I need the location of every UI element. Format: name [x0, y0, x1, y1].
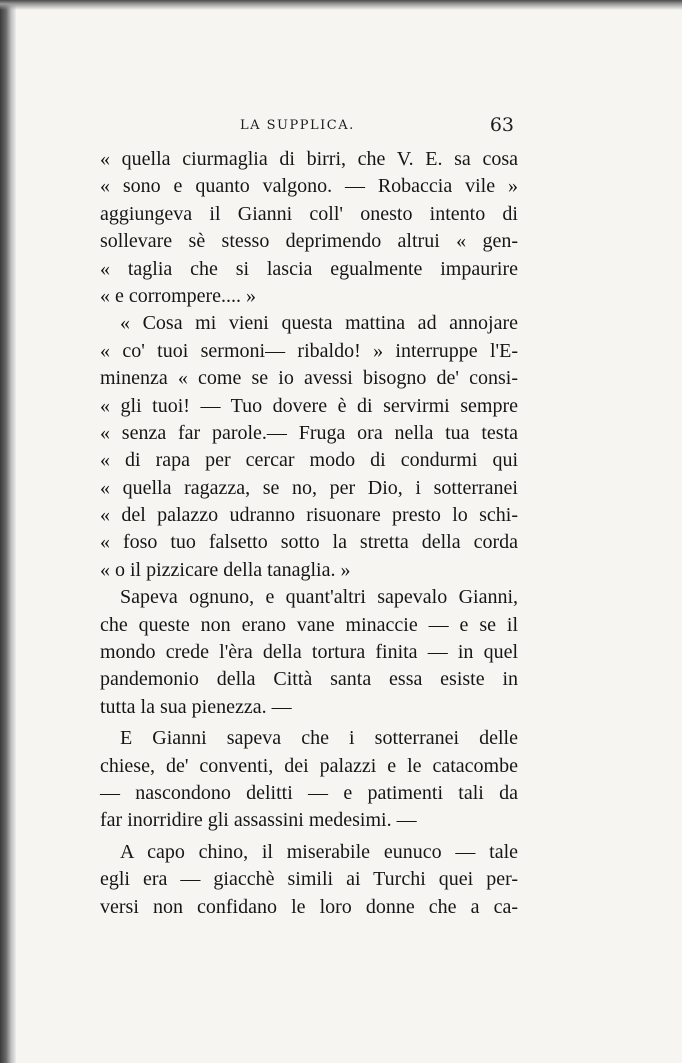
text-line: « o il pizzicare della tanaglia. »: [100, 558, 351, 581]
text-line: mondo crede l'èra della tortura finita — in quel: [100, 641, 518, 664]
text-line: far inorridire gli assassini medesimi. —: [100, 809, 417, 832]
text-line: A capo chino, il miserabile eunuco — tale: [120, 840, 518, 863]
text-line: « quella ragazza, se no, per Dio, i sotterranei: [100, 476, 518, 499]
binding-edge: [0, 0, 16, 1063]
text-line: sollevare sè stesso deprimendo altrui « gen-: [100, 230, 518, 253]
text-line: « di rapa per cercar modo di condurmi qui: [100, 449, 518, 472]
text-line: « quella ciurmaglia di birri, che V. E. sa cosa: [100, 148, 518, 170]
text-line: che queste non erano vane minaccie — e se il: [100, 613, 518, 636]
text-line: « co' tuoi sermoni— ribaldo! » interruppe l'E-: [100, 339, 518, 362]
text-line: — nascondono delitti — e patimenti tali da: [100, 781, 518, 804]
text-line: « gli tuoi! — Tuo dovere è di servirmi sempre: [100, 394, 518, 417]
running-title: LA SUPPLICA.: [240, 118, 355, 133]
text-line: « e corrompere.... »: [100, 284, 257, 307]
text-line: egli era — giacchè simili ai Turchi quei per-: [100, 868, 518, 891]
text-line: E Gianni sapeva che i sotterranei delle: [120, 727, 518, 750]
text-line: « del palazzo udranno risuonare presto lo schi-: [100, 504, 518, 527]
text-line: « taglia che si lascia egualmente impaurire: [100, 257, 518, 280]
text-line: versi non confidano le loro donne che a ca-: [100, 895, 518, 918]
text-line: « senza far parole.— Fruga ora nella tua testa: [100, 421, 518, 444]
page-number: 63: [489, 114, 514, 136]
text-line: pandemonio della Città santa essa esiste in: [100, 668, 518, 691]
text-line: chiese, de' conventi, dei palazzi e le catacombe: [100, 754, 518, 777]
text-line: aggiungeva il Gianni coll' onesto intento di: [100, 202, 518, 225]
running-head: [100, 114, 518, 140]
text-line: « sono e quanto valgono. — Robaccia vile »: [100, 175, 518, 198]
top-shadow: [0, 0, 682, 10]
body-text: [100, 146, 518, 921]
text-line: tutta la sua pienezza. —: [100, 695, 292, 718]
text-line: minenza « come se io avessi bisogno de' consi-: [100, 367, 518, 390]
text-line: « foso tuo falsetto sotto la stretta della corda: [100, 531, 518, 554]
text-line: « Cosa mi vieni questa mattina ad annojare: [120, 312, 518, 335]
text-line: Sapeva ognuno, e quant'altri sapevalo Gianni,: [120, 586, 518, 609]
